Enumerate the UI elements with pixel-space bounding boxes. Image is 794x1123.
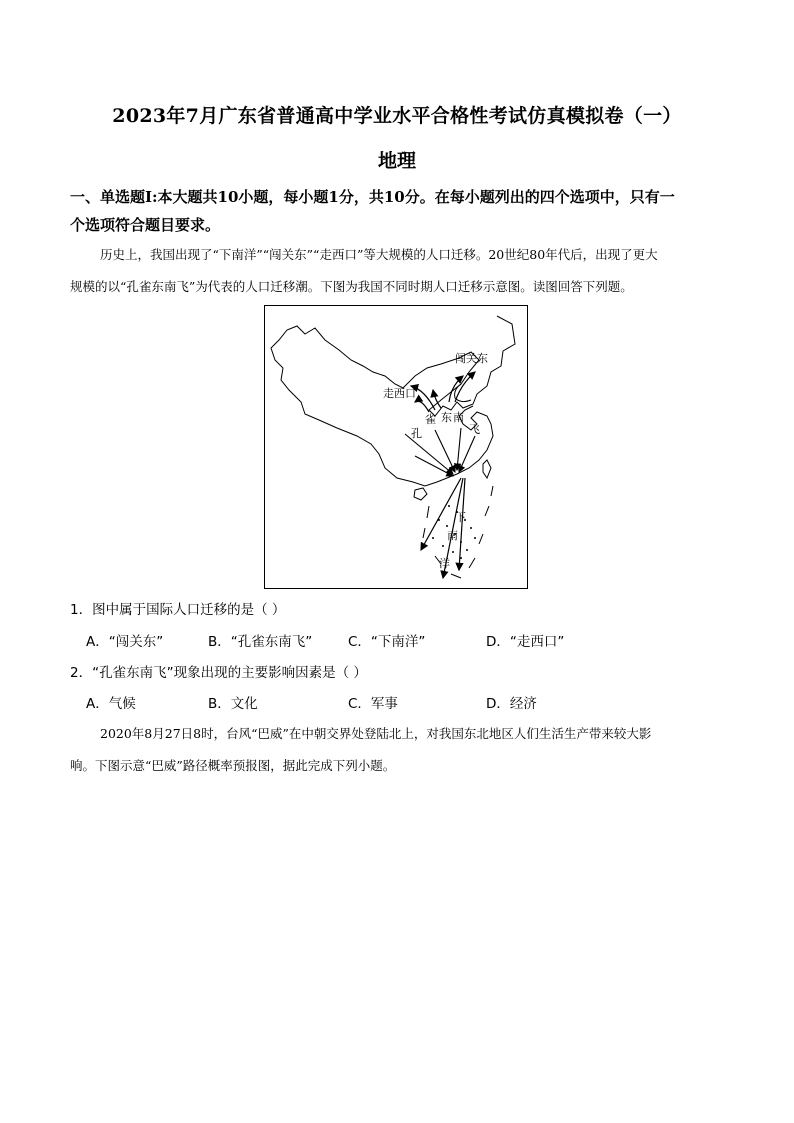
label-kong: 孔 bbox=[411, 427, 422, 440]
section-instructions bbox=[70, 183, 730, 239]
label-chuangguandong: 闯关东 bbox=[455, 352, 488, 365]
label-dong: 东 bbox=[441, 411, 452, 424]
passage2-line-1: 2020年8月27日8时，台风“巴威”在中朝交界处登陆北上，对我国东北地区人们生活生产带来较大影 bbox=[100, 726, 652, 741]
hainan-island bbox=[414, 488, 427, 500]
label-fei: 飞 bbox=[469, 423, 480, 436]
passage-line-1: 历史上，我国出现了“下南洋”“闯关东”“走西口”等大规模的人口迁移。20世纪80年代后，出现了更大 bbox=[100, 247, 658, 262]
q1-option-a[interactable]: A．“闯关东” bbox=[86, 634, 164, 650]
passage-typhoon bbox=[70, 718, 724, 782]
label-que: 雀 bbox=[425, 413, 436, 426]
question-1-stem: 1．图中属于国际人口迁移的是（ ） bbox=[70, 602, 286, 618]
label-nan2: 南 bbox=[447, 529, 458, 542]
q2-option-a[interactable]: A．气候 bbox=[86, 696, 136, 712]
kongque-arrow-4 bbox=[415, 456, 453, 476]
passage-line-2: 规模的以“孔雀东南飞”为代表的人口迁移潮。下图为我国不同时期人口迁移示意图。读图回答下列题。 bbox=[70, 279, 633, 294]
china-outline bbox=[271, 316, 515, 486]
q1-option-b[interactable]: B．“孔雀东南飞” bbox=[208, 634, 313, 650]
label-zouxikou: 走西口 bbox=[383, 387, 416, 400]
label-nan: 南 bbox=[453, 411, 464, 424]
kongque-arrow-1 bbox=[405, 434, 453, 474]
china-map-drawing bbox=[265, 306, 527, 588]
q1-option-c[interactable]: C．“下南洋” bbox=[348, 634, 426, 650]
zouxikou-arrow-2 bbox=[415, 401, 429, 412]
kongque-arrow-2 bbox=[435, 430, 455, 472]
passage2-line-2: 响。下图示意“巴威”路径概率预报图，据此完成下列小题。 bbox=[70, 758, 396, 773]
scs-boundary bbox=[423, 486, 493, 578]
q1-option-d[interactable]: D．“走西口” bbox=[486, 634, 565, 650]
label-xia: 下 bbox=[455, 511, 466, 524]
kongque-arrow-3 bbox=[459, 436, 475, 472]
q2-option-c[interactable]: C．军事 bbox=[348, 696, 398, 712]
q2-option-b[interactable]: B．文化 bbox=[208, 696, 258, 712]
question-2-stem: 2．“孔雀东南飞”现象出现的主要影响因素是（ ） bbox=[70, 665, 367, 681]
section-line-2: 个选项符合题目要求。 bbox=[70, 216, 221, 234]
label-yang: 洋 bbox=[439, 557, 450, 570]
taiwan-island bbox=[483, 460, 491, 478]
kongque-arrow-5 bbox=[457, 428, 461, 470]
exam-title: 2023年7月广东省普通高中学业水平合格性考试仿真模拟卷（一） bbox=[112, 105, 682, 127]
q2-option-d[interactable]: D．经济 bbox=[486, 696, 537, 712]
subject-title: 地理 bbox=[377, 150, 416, 172]
migration-map bbox=[264, 305, 528, 589]
section-line-1: 一、单选题I:本大题共10小题，每小题1分，共10分。在每小题列出的四个选项中，只有一 bbox=[70, 188, 675, 206]
passage-migration bbox=[70, 239, 724, 303]
